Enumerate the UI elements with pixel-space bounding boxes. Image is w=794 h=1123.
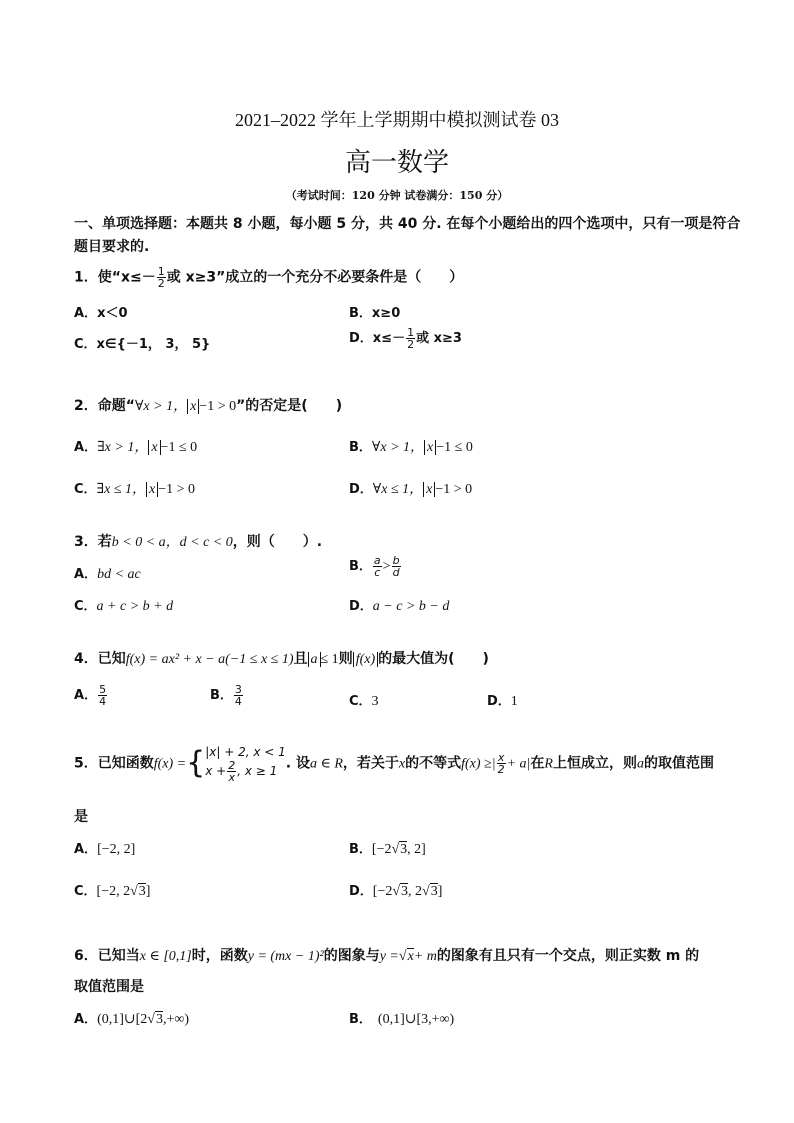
exam-title: 2021–2022 学年上学期期中模拟测试卷 03 [235, 110, 559, 130]
question-6-line2: 取值范围是 [74, 979, 144, 995]
q2-option-a[interactable]: A．∃x > 1， x −1 ≤ 0 [74, 440, 198, 455]
question-1: 1．使“x≤－ $\frac{1}{2}$ 或 x≥3”成立的一个充分不必要条件是（ ） [74, 265, 464, 290]
q4-option-a[interactable]: A． $\frac{5}{4}$ [74, 683, 107, 708]
q6-option-a[interactable]: A．(0,1]∪[2√3,+∞) [74, 1012, 190, 1027]
q5-option-b[interactable]: B．[−2√3, 2] [349, 842, 426, 857]
q2-option-c[interactable]: C．∃x ≤ 1， x −1 > 0 [74, 482, 196, 497]
q3-option-d[interactable]: D．a − c > b − d [349, 599, 450, 614]
question-6: 6．已知当x ∈ [0,1]时，函数y = (mx − 1)²的图象与y =√x+ m的图象有且只有一个交点，则正实数 m 的 [74, 948, 700, 964]
section-heading-line1: 一、单项选择题：本题共 8 小题，每小题 5 分，共 40 分. 在每个小题给出的四个选项中，只有一项是符合 [74, 216, 741, 232]
q3-option-a[interactable]: A．bd < ac [74, 567, 141, 582]
q1-option-b[interactable]: B．x≥0 [349, 306, 401, 321]
exam-info: （考试时间：120 分钟 试卷满分：150 分） [285, 189, 509, 202]
q1-option-d[interactable]: D．x≤－ $\frac{1}{2}$ 或 x≥3 [349, 326, 462, 351]
q2-option-d[interactable]: D．∀x ≤ 1， x −1 > 0 [349, 482, 473, 497]
q4-option-b[interactable]: B． $\frac{3}{4}$ [210, 683, 242, 708]
question-5: 5．已知函数f(x) ={ |x| + 2, x < 1 x + $\frac{2}{x}$ , x ≥ 1 . 设a ∈ R，若关于x的不等式f(x) ≥| $\frac{x}{2}$ + a|在R上恒成立，则a的取值范围 [74, 745, 714, 784]
question-3: 3．若b < 0 < a，d < c < 0，则（ ）. [74, 534, 323, 550]
question-5-line2: 是 [74, 809, 88, 825]
q2-option-b[interactable]: B．∀x > 1， x −1 ≤ 0 [349, 440, 473, 455]
q6-option-b[interactable]: B． (0,1]∪[3,+∞) [349, 1012, 455, 1027]
q4-option-c[interactable]: C．3 [349, 694, 379, 709]
q4-option-d[interactable]: D．1 [487, 694, 518, 709]
q1-option-a[interactable]: A．x＜0 [74, 306, 128, 321]
q3-option-b[interactable]: B． $\frac{a}{c}$ > $\frac{b}{d}$ [349, 554, 400, 579]
question-2: 2．命题“∀x > 1， x −1 > 0”的否定是( ) [74, 398, 343, 414]
q5-option-d[interactable]: D．[−2√3, 2√3] [349, 884, 443, 899]
q3-option-c[interactable]: C．a + c > b + d [74, 599, 174, 614]
q5-option-c[interactable]: C．[−2, 2√3] [74, 884, 151, 899]
q5-option-a[interactable]: A．[−2, 2] [74, 842, 136, 857]
subject-title: 高一数学 [344, 148, 449, 178]
question-4: 4．已知f(x) = ax² + x − a(−1 ≤ x ≤ 1)且 a ≤ 1则 f(x) 的最大值为( ) [74, 651, 489, 667]
section-heading-line2: 题目要求的. [74, 239, 150, 255]
q1-option-c[interactable]: C．x∈{－1， 3， 5} [74, 337, 211, 352]
